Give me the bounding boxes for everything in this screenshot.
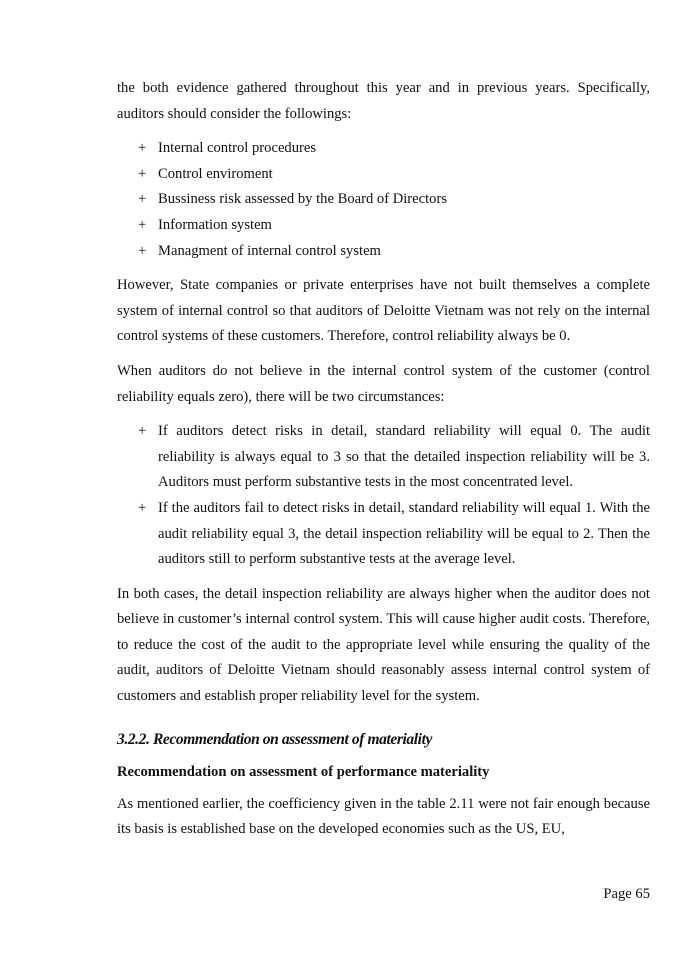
consider-list — [117, 136, 650, 264]
bullet-plus-icon: + — [138, 499, 147, 516]
list-item: + Internal control procedures — [117, 136, 650, 162]
sub-heading: Recommendation on assessment of performance materiality — [117, 763, 490, 780]
bullet-plus-icon: + — [138, 140, 147, 157]
bullet-plus-icon: + — [138, 423, 147, 440]
both-cases-paragraph: In both cases, the detail inspection reliability are always higher when the auditor does not believe in customer’s internal control system. This will cause higher audit costs. Therefore, to reduce the cost of the audit to the appropriate level while ensuring the quality of the audit, auditors of Deloitte Vietnam should reasonably assess internal control system of customers and establish proper reliability level for the system. — [117, 585, 650, 705]
circumstances-intro-paragraph: When auditors do not believe in the internal control system of the customer (control reliability equals zero), there will be two circumstances: — [117, 362, 650, 405]
bullet-plus-icon: + — [138, 216, 147, 233]
bullet-plus-icon: + — [138, 165, 147, 182]
as-mentioned-paragraph: As mentioned earlier, the coefficiency given in the table 2.11 were not fair enough because its basis is established base on the developed economies such as the US, EU, — [117, 795, 650, 838]
list-item: + If auditors detect risks in detail, standard reliability will equal 0. The audit reliability is always equal to 3 so that the detailed inspection reliability will be 3. Auditors must perform substantive tests in the most concentrated level. — [117, 419, 650, 496]
state-companies-paragraph: However, State companies or private enterprises have not built themselves a complete system of internal control so that auditors of Deloitte Vietnam was not rely on the internal control systems of these customers. Therefore, control reliability always be 0. — [117, 277, 650, 345]
list-item: + Managment of internal control system — [117, 239, 650, 265]
page-content — [117, 76, 650, 852]
list-item: + If the auditors fail to detect risks in detail, standard reliability will equal 1. With the audit reliability equal 3, the detail inspection reliability will be equal to 2. Then the auditors still to perform substantive tests at the average level. — [117, 496, 650, 573]
page-number: Page 65 — [603, 886, 650, 902]
bullet-plus-icon: + — [138, 242, 147, 259]
list-item: + Information system — [117, 213, 650, 239]
circumstances-list — [117, 419, 650, 573]
list-item: + Bussiness risk assessed by the Board of Directors — [117, 187, 650, 213]
section-heading: 3.2.2. Recommendation on assessment of materiality — [117, 730, 432, 748]
list-item: + Control enviroment — [117, 162, 650, 188]
intro-paragraph: the both evidence gathered throughout this year and in previous years. Specifically, auditors should consider the followings: — [117, 80, 650, 122]
bullet-plus-icon: + — [138, 191, 147, 208]
